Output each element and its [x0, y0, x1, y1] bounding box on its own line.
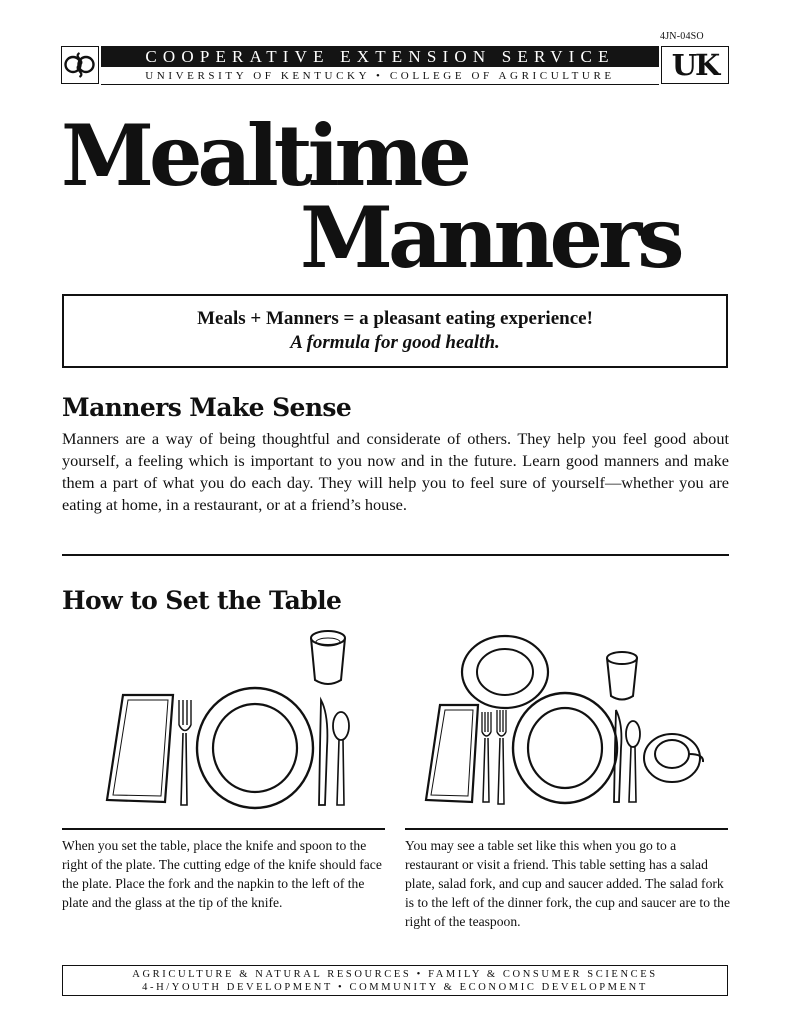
program-areas-footer: [62, 965, 728, 996]
salad-plate-icon: [462, 636, 548, 708]
formula-line-1: Meals + Manners = a pleasant eating experience!: [197, 308, 593, 329]
heading-how-to-set-the-table: How to Set the Table: [62, 586, 342, 615]
document-code: 4JN-04SO: [660, 31, 704, 42]
spoon-icon: [333, 712, 349, 805]
napkin-icon: [426, 705, 478, 802]
caption-divider-basic: [62, 828, 385, 830]
caption-basic-setting: When you set the table, place the knife and spoon to the right of the plate. The cutting edge of the knife should face the plate. Place the fork and the napkin to the left of the plate and the glass at the tip of the knife.: [62, 838, 382, 910]
header-service-line: COOPERATIVE EXTENSION SERVICE: [101, 46, 659, 67]
glass-icon: [311, 631, 345, 684]
napkin-icon: [107, 695, 173, 802]
title-line-2: Manners: [300, 188, 680, 287]
extension-header: [61, 46, 729, 86]
dinner-fork-icon: [497, 710, 506, 804]
section-divider: [62, 554, 729, 556]
glass-icon: [607, 652, 637, 700]
basic-table-setting-illustration: [95, 620, 375, 820]
formal-table-setting-illustration: [420, 630, 720, 820]
title-line-1: Mealtime: [61, 106, 467, 205]
paragraph-manners: Manners are a way of being thoughtful and considerate of others. They help you feel good about yourself, a feeling which is important to you now and in the future. Learn good manners and make them a part of what you do each day. They will help you to feel sure of yourself—whether you are eating at home, in a restaurant, or at a friend’s house.: [62, 429, 729, 514]
dinner-plate-icon: [513, 693, 617, 803]
header-university-line: UNIVERSITY OF KENTUCKY • COLLEGE OF AGRICULTURE: [101, 68, 659, 85]
knife-icon: [614, 710, 621, 802]
spoon-icon: [626, 721, 640, 802]
caption-formal-setting: You may see a table set like this when you go to a restaurant or visit a friend. This table setting has a salad plate, salad fork, and cup and saucer added. The salad fork is to the left of the dinner fork, the cup and saucer are to the right of the teaspoon.: [405, 838, 730, 929]
dinner-plate-icon: [197, 688, 313, 808]
footer-line-2: 4-H/YOUTH DEVELOPMENT • COMMUNITY & ECONOMIC DEVELOPMENT: [142, 982, 648, 993]
knife-icon: [319, 700, 327, 805]
formula-line-2: A formula for good health.: [290, 332, 500, 353]
formula-box: [62, 294, 728, 368]
fork-icon: [179, 700, 191, 805]
footer-line-1: AGRICULTURE & NATURAL RESOURCES • FAMILY & CONSUMER SCIENCES: [132, 969, 658, 980]
ces-logo-icon: [61, 46, 99, 84]
uk-logo: UK: [661, 46, 729, 84]
heading-manners-make-sense: Manners Make Sense: [62, 393, 352, 422]
salad-fork-icon: [482, 712, 491, 802]
cup-and-saucer-icon: [644, 734, 703, 782]
caption-divider-formal: [405, 828, 728, 830]
